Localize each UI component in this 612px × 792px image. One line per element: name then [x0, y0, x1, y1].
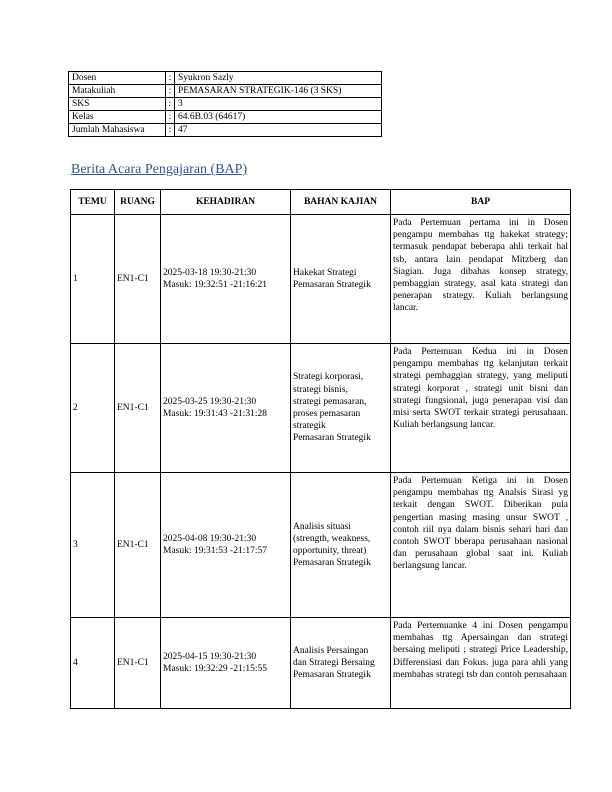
course-info-table [68, 71, 382, 137]
bahan-line: Analisis situasi [293, 521, 351, 532]
info-separator: : [166, 98, 175, 111]
info-separator: : [166, 85, 175, 98]
info-row [69, 111, 382, 124]
ruang-cell: EN1-C1 [115, 344, 161, 473]
jadwal-text: 2025-04-08 19:30-21:30 [163, 533, 257, 544]
bahan-line: strategi pemasaran, [293, 396, 367, 407]
temu-cell: 3 [71, 473, 115, 618]
info-label: Matakuliah [69, 85, 166, 98]
bahan-line: opportunity, threat) [293, 546, 367, 556]
bahan-kajian-cell [291, 473, 391, 618]
info-value: 3 [175, 98, 382, 111]
table-row [71, 215, 571, 344]
info-value: 47 [175, 124, 382, 137]
bahan-kajian-cell [291, 215, 391, 344]
bap-cell: Pada Pertemuan pertama ini in Dosen pengampu membahas ttg hakekat strategy; termasuk pendapat beberapa ahli terkait hal tsb, antara lain pendapat Mitzberg dan Siagian. Juga dibahas konsep strategy, pembaggian strategy, asal kata strategi dan penerapan strategy. Kuliah berlangsung lancar. [391, 215, 571, 344]
info-label: SKS [69, 98, 166, 111]
header-kehadiran: KEHADIRAN [161, 190, 291, 215]
masuk-text: Masuk: 19:31:43 -21:31:28 [163, 409, 267, 419]
info-value: PEMASARAN STRATEGIK-146 (3 SKS) [175, 85, 382, 98]
bap-cell: Pada Pertemuanke 4 ini Dosen pengampu membahas ttg Apersaingan dan strategi bersaing meliputi ; strategi Price Leadership, Differensiasi dan Fokus. juga para ahli yang membahas strategi tsb dan contoh perusahaan [391, 618, 571, 709]
table-header-row [71, 190, 571, 215]
temu-cell: 2 [71, 344, 115, 473]
bap-table [70, 189, 571, 709]
info-label: Kelas [69, 111, 166, 124]
temu-cell: 1 [71, 215, 115, 344]
bahan-line: strategi bisnis, [293, 384, 348, 395]
header-ruang: RUANG [115, 190, 161, 215]
kehadiran-cell [161, 344, 291, 473]
jadwal-text: 2025-03-18 19:30-21:30 [163, 267, 257, 278]
kehadiran-cell [161, 618, 291, 709]
jadwal-text: 2025-04-15 19:30-21:30 [163, 651, 257, 662]
masuk-text: Masuk: 19:32:51 -21:16:21 [163, 280, 267, 290]
info-row [69, 85, 382, 98]
info-separator: : [166, 111, 175, 124]
info-value: Syukron Sazly [175, 72, 382, 85]
info-row [69, 72, 382, 85]
bahan-line: Analisis Persaingan [293, 645, 369, 656]
ruang-cell: EN1-C1 [115, 215, 161, 344]
bahan-line: Pemasaran Strategik [293, 558, 371, 569]
temu-cell: 4 [71, 618, 115, 709]
jadwal-text: 2025-03-25 19:30-21:30 [163, 396, 257, 407]
header-bap: BAP [391, 190, 571, 215]
bahan-line: strategik [293, 421, 326, 432]
bap-cell: Pada Pertemuan Ketiga ini in Dosen pengampu membahas ttg Analsis Sirasi yg terkait dengan SWOT. Diberikan pula pengertian masing masing unsur SWOT , contoh riil nya dalam bisnis sehari hari dan contoh SWOT bberapa perusahaan nasional dan perusahaan global saat ini. Kuliah berlangsung lancar. [391, 473, 571, 618]
header-bahan-kajian: BAHAN KAJIAN [291, 190, 391, 215]
bahan-line: Pemasaran Strategik [293, 433, 371, 444]
bap-cell: Pada Pertemuan Kedua ini in Dosen pengampu membahas ttg kelanjutan terkait strategi pembaggian strategy, yang meliputi strategi korporat , strategi unit bisni dan strategi fungsional, juga penerapan visi dan misi serta SWOT terkait strategi perusahaan. Kuliah berlangsung lancar. [391, 344, 571, 473]
kehadiran-cell [161, 215, 291, 344]
section-title: Berita Acara Pengajaran (BAP) [71, 162, 248, 177]
info-label: Jumlah Mahasiswa [69, 124, 166, 137]
table-row [71, 618, 571, 709]
ruang-cell: EN1-C1 [115, 618, 161, 709]
bahan-kajian-cell [291, 344, 391, 473]
masuk-text: Masuk: 19:32:29 -21:15:55 [163, 664, 267, 674]
info-row [69, 124, 382, 137]
bahan-line: Strategi korporasi, [293, 372, 364, 383]
bahan-line: Pemasaran Strategik [293, 280, 371, 290]
info-separator: : [166, 72, 175, 85]
masuk-text: Masuk: 19:31:53 -21:17:57 [163, 546, 267, 556]
info-row [69, 98, 382, 111]
bahan-line: (strength, weakness, [293, 533, 371, 544]
info-separator: : [166, 124, 175, 137]
bahan-line: Pemasaran Strategik [293, 670, 371, 681]
info-value: 64.6B.03 (64617) [175, 111, 382, 124]
bahan-line: dan Strategi Bersaing [293, 657, 375, 668]
bahan-line: proses pemasaran [293, 409, 361, 419]
table-row [71, 473, 571, 618]
kehadiran-cell [161, 473, 291, 618]
bahan-line: Hakekat Strategi [293, 267, 357, 278]
bahan-kajian-cell [291, 618, 391, 709]
table-row [71, 344, 571, 473]
ruang-cell: EN1-C1 [115, 473, 161, 618]
header-temu: TEMU [71, 190, 115, 215]
info-label: Dosen [69, 72, 166, 85]
